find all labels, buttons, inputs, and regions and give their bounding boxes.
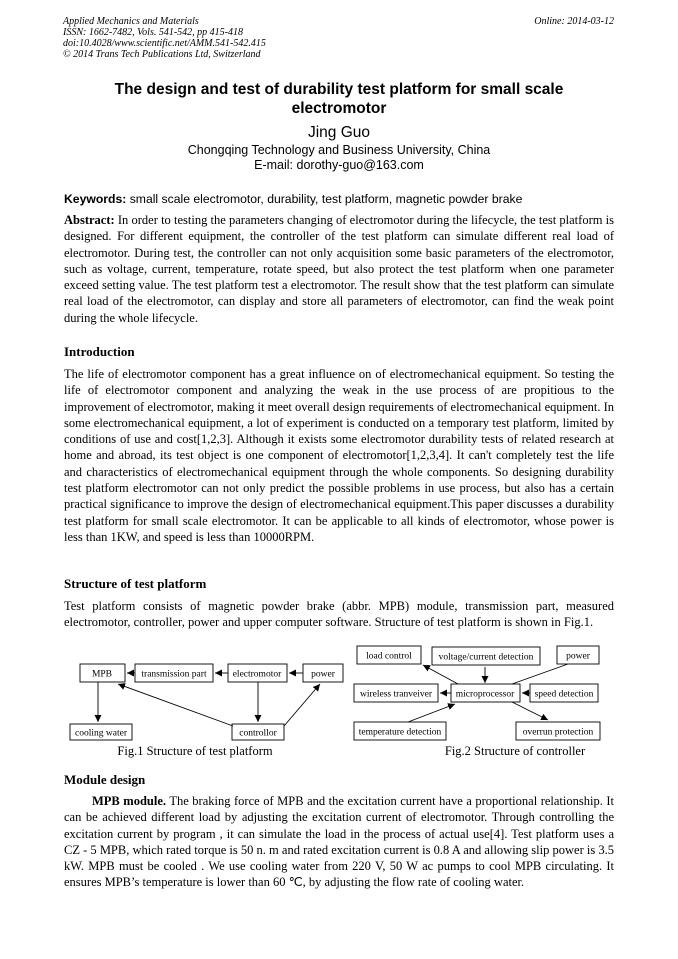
abstract-text: In order to testing the parameters changing of electromotor during the lifecycle, the test platform is designed. For different equipment, the controller of the test platform can simulate different real load of electromotor. During test, the controller can not only acquisition some basic parameters of the electromotor, such as voltage, current, temperature, rotate speed, but also protect the test platform when one parameter exceed setting value. The test platform test a electromotor. The result show that the test platform can simulate real load of the electromotor, can display and store all parameters of electromotor, can find the weak point during the whole lifecycle. [64, 213, 614, 325]
fig2-overrun-label: overrun protection [522, 727, 594, 738]
copyright: © 2014 Trans Tech Publications Ltd, Switzerland [63, 49, 261, 60]
mpb-module-subheading: MPB module. [92, 794, 167, 808]
structure-text: Test platform consists of magnetic powder brake (abbr. MPB) module, transmission part, measured electromotor, controller, power and upper computer software. Structure of test platform is shown in Fig.1. [64, 599, 614, 630]
keywords-text: small scale electromotor, durability, test platform, magnetic powder brake [126, 192, 523, 206]
fig1-cooling-label: cooling water [75, 728, 127, 739]
online-date: Online: 2014-03-12 [534, 16, 614, 27]
fig1-mpb-label: MPB [91, 669, 113, 680]
introduction-text: The life of electromotor component has a great influence on of electromechanical equipment. So testing the life of electromotor component and analyzing the weak in the use process of are propitious to the improvement of electromotor, making it meet overall design requirements of electromechanical equipment. In some electromechanical equipment, a lot of experiment is conducted on a temporary test platform, limited by conditions of use and cost[1,2,3]. Although it exists some electromotor durability tests of related research at home and abroad, its test object is one component of electromotor[1,2,3,4]. It can't completely test the life and characteristics of electromechanical equipment through the whole components. So designing durability test platform electromotor can not only predict the possible problems in use process, but also has a certain practical significance to improve the design of electromechanical equipment.This paper discusses a durability test platform for small scale electromotor. It can be applicable to all kinds of electromotor, whose power is less than 1KW, and speed is less than 10000RPM. [64, 367, 614, 544]
fig1-power-label: power [311, 669, 335, 680]
keywords [64, 192, 624, 206]
abstract-label: Abstract: [64, 213, 115, 227]
keywords-label: Keywords: [64, 192, 127, 206]
doi: doi:10.4028/www.scientific.net/AMM.541-542.415 [63, 38, 266, 49]
fig2-power-label: power [566, 651, 590, 662]
fig1-transmission-label: transmission part [141, 669, 207, 680]
author-email: E-mail: dorothy-guo@163.com [254, 158, 424, 172]
introduction-heading: Introduction [64, 344, 135, 359]
fig2-wireless-label: wireless tranveiver [359, 689, 433, 700]
author-affiliation: Chongqing Technology and Business University, China [187, 143, 491, 157]
fig2-speed-label: speed detection [534, 689, 594, 700]
journal-header [63, 16, 266, 60]
fig1-controller-label: controllor [239, 728, 277, 739]
fig2-load-label: load control [366, 651, 412, 662]
journal-name: Applied Mechanics and Materials [63, 16, 199, 27]
fig1-caption: Fig.1 Structure of test platform [117, 744, 273, 758]
structure-heading: Structure of test platform [64, 576, 207, 591]
abstract [64, 212, 614, 326]
author-name: Jing Guo [307, 124, 371, 141]
paper-title: The design and test of durability test platform for small scale electromotor [114, 81, 564, 117]
mpb-module-text: The braking force of MPB and the excitation current have a proportional relationship. It can be achieved different load by adjusting the excitation current of electromotor. Through controlling the excitation current by program , it can simulate the load in the process of actual use[4]. Test platform uses a CZ - 5 MPB, which rated torque is 50 n. m and rated excitation current is 0.8 A and allowing slip power is 3.5 kW. MPB must be cooled . We use cooling water from 220 V, 50 W ac pumps to cool MPB circulating. It ensures MPB’s temperature is lower than 60 ℃, by adjusting the flow rate of cooling water. [64, 794, 614, 890]
fig2-voltage-label: voltage/current detection [438, 652, 534, 663]
issn: ISSN: 1662-7482, Vols. 541-542, pp 415-418 [63, 27, 243, 38]
figures-svg [0, 640, 678, 765]
fig2-caption: Fig.2 Structure of controller [444, 744, 586, 758]
module-heading: Module design [64, 772, 146, 787]
fig2-temperature-label: temperature detection [358, 727, 442, 738]
fig2-micro-label: microprocessor [455, 689, 515, 700]
fig1-electromotor-label: electromotor [232, 669, 282, 680]
module-text [64, 793, 614, 891]
